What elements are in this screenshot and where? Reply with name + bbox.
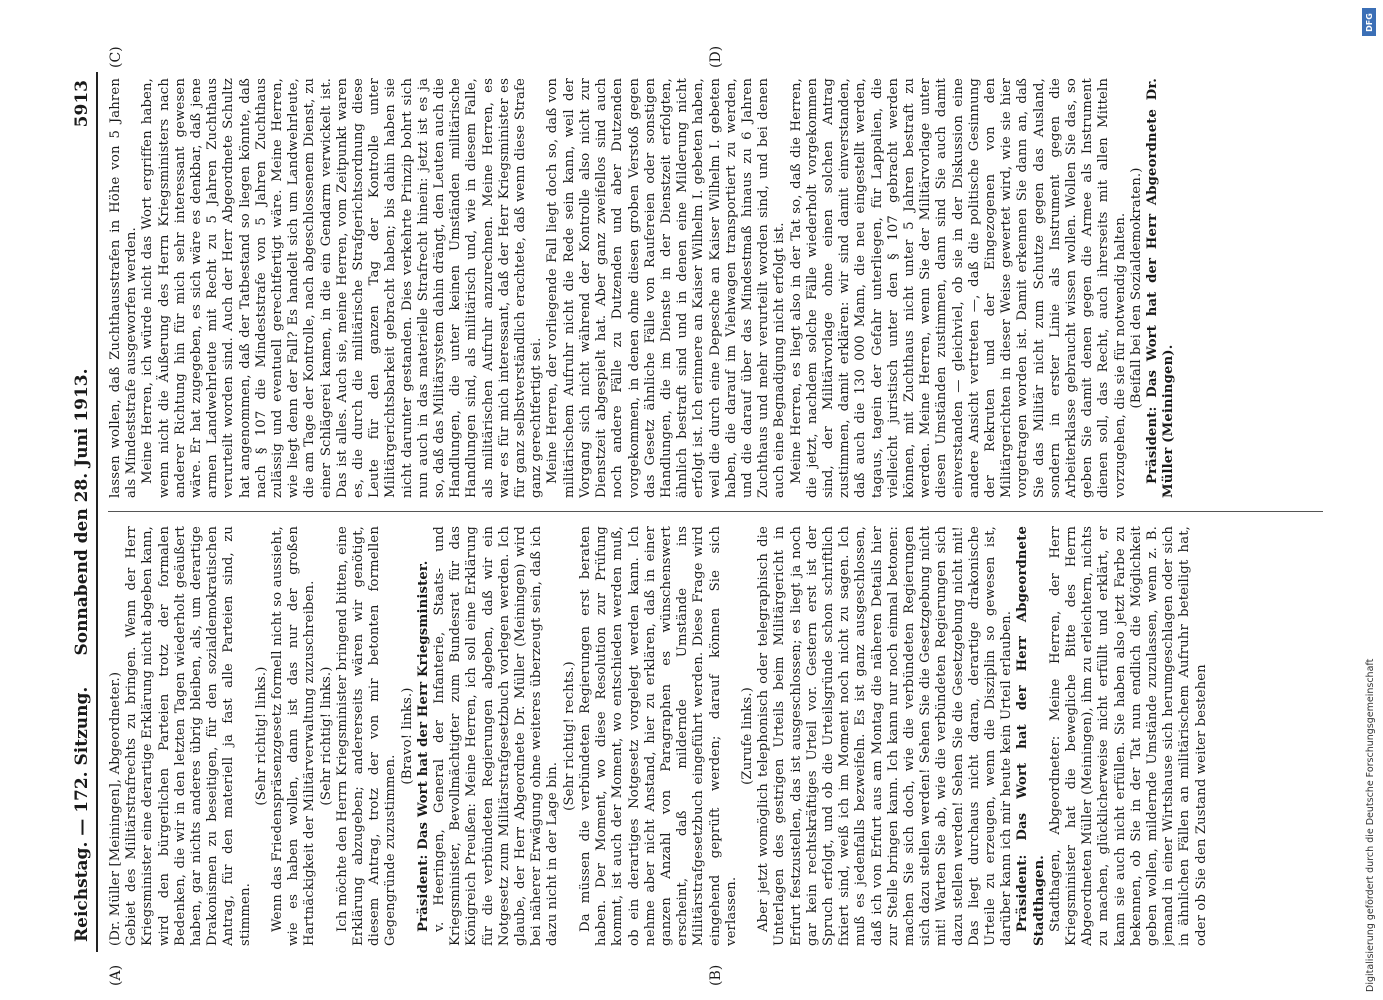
header-date: Sonnabend den 28. Juni 1913. — [72, 368, 92, 656]
paragraph: lassen wollen, daß Zuchthausstrafen in Höhe von 5 Jahren als Mindeststrafe ausgeworfen werden. — [108, 78, 140, 498]
margin-marker-b: (B) — [708, 964, 724, 986]
president-statement: Präsident: Das Wort hat der Herr Kriegsminister. — [415, 560, 431, 932]
dfg-logo: DFG — [1362, 8, 1376, 36]
paragraph: Gebiet des Militärstrafrechts zu bringen. Wenn der Herr Kriegsminister eine derartige Erklärung nicht abgeben kann, wird den bürgerlichen Parteien trotz der formalen Bedenken, die wir in den letzten Tagen wiederholt geäußert haben, gar nichts anderes übrig bleiben, als, um derartige Drakonismen zu beseitigen, für den sozialdemokratischen Antrag, für den materiell ja fast alle Parteien sind, zu stimmen. — [124, 526, 253, 946]
right-column — [108, 78, 1323, 498]
interjection-note: (Zurufe links.) — [739, 687, 755, 785]
applause-note: (Sehr richtig! links.) — [318, 666, 334, 806]
paragraph: Wenn das Friedenspräsenzgesetz formell nicht so aussieht, wie es haben wollen, dann ist das nur der großen Hartnäckigkeit der Militärverwaltung zuzuschreiben. — [270, 526, 318, 946]
paragraph: Aber jetzt womöglich telephonisch oder telegraphisch die Unterlagen des gestrigen Urteils beim Militärgericht in Erfurt festzustellen, das ist ausgeschlossen; es liegt ja noch gar kein rechtskräftiges Urteil vor. Gestern erst ist der Spruch erfolgt, und ob die Urteilsgründe schon schriftlich fixiert sind, weiß ich im Moment noch nicht zu sagen. Ich muß es jedenfalls bezweifeln. Es ist ganz ausgeschlossen, daß ich von Erfurt aus am Montag die näheren Details hier zur Stelle bringen kann. Ich kann nur noch einmal betonen: machen Sie sich doch, wie die verbündeten Regierungen sich dazu stellen werden! Sehen Sie die Gesetzgebung nicht mit! Warten Sie ab, wie die verbündeten Regierungen sich dazu stellen werden! Sehen Sie die Gesetzgebung nicht mit! Das liegt durchaus nicht daran, derartige drakonische Urteile zu erzeugen, wenn die Disziplin so gewesen ist, darüber kann ich mir heute kein Urteil erlauben. — [756, 526, 1015, 946]
margin-marker-c: (C) — [108, 46, 124, 68]
page-header — [68, 72, 98, 952]
paragraph: Meine Herren, der vorliegende Fall liegt doch so, daß von militärischem Aufruhr nicht die Rede sein kann, weil der Vorgang sich nicht während der Kontrolle also nicht zur Dienstzeit abgespielt hat. Aber ganz zweifellos sind auch noch andere Fälle zu Dutzenden und aber Dutzenden vorgekommen, in denen ohne diesen groben Verstoß gegen das Gesetz ähnliche Fälle von Raufereien oder sonstigen Handlungen, die im Dienste in der Dienstzeit erfolgten, ähnlich bestraft sind und in denen eine Milderung nicht erfolgt ist. Ich erinnere an Kaiser Wilhelm I. gebeten haben, weil die durch eine Depesche an Kaiser Wilhelm I. gebeten haben, die darauf im Viehwagen transportiert zu werden, und die darauf über das Mindestmaß hinaus zu 6 Jahren Zuchthaus und mehr verurteilt worden sind, und bei denen auch eine Begnadigung nicht erfolgt ist. — [545, 78, 788, 498]
rotated-page — [68, 45, 1328, 986]
president-statement: Präsident: Das Wort hat der Herr Abgeordnete Dr. Müller (Meiningen). — [1145, 78, 1177, 498]
applause-note: (Bravo! links.) — [399, 687, 415, 785]
page-number: 5913 — [72, 80, 92, 128]
digitization-credit: Digitalisierung gefördert durch die Deutsche Forschungsgemeinschaft — [1365, 658, 1376, 992]
applause-note: (Sehr richtig! rechts.) — [561, 661, 577, 811]
left-column — [108, 526, 1323, 946]
applause-note: (Sehr richtig! links.) — [253, 666, 269, 806]
president-statement: Präsident: Das Wort hat der Herr Abgeordnete Stadthagen. — [1015, 526, 1047, 946]
applause-note: (Beifall bei den Sozialdemokraten.) — [1128, 167, 1144, 409]
speaker-tag: (Dr. Müller [Meiningen], Abgeordneter.) — [108, 671, 123, 946]
paragraph: Meine Herren, ich würde nicht das Wort ergriffen haben, wenn nicht die Äußerung des Herrn Kriegsministers nach anderer Richtung hin für mich sehr interessant gewesen wäre. Er hat zugegeben, es sich wäre es denkbar, daß jene armen Landwehrleute mit Recht zu 5 Jahren Zuchthaus verurteilt worden sind. Auch der Herr Abgeordnete Schultz hat angenommen, daß der Tatbestand so liegen könnte, daß nach § 107 die Mindeststrafe von 5 Jahren Zuchthaus zulässig und eventuell gerechtfertigt wäre. Meine Herren, wie liegt denn der Fall? Es handelt sich um Landwehrleute, die am Tage der Kontrolle, nach abgeschlossenem Dienst, zu einer Schlägerei kamen, in die ein Gendarm verwickelt ist. Das ist alles. Auch sie, meine Herren, vom Zeitpunkt waren es, die durch die militärische Strafgerichtsordnung diese Leute für den ganzen Tag der Kontrolle unter Militärgerichtsbarkeit gebracht haben; bis dahin haben sie nicht darunter gestanden. Dies verkehrte Prinzip bohrt sich nun auch in das materielle Strafrecht hinein: jetzt ist es ja so, daß das Militärsystem dahin drängt, den Leuten auch die Handlungen, die unter keinen Umständen militärische Handlungen sind, als militärisch und, wie in diesem Falle, als militärischen Aufruhr anzurechnen. Meine Herren, es war es für mich interessant, daß der Herr Kriegsminister es für ganz selbstverständlich erachtete, daß wenn diese Strafe ganz gerechtfertigt sei. — [140, 78, 545, 498]
margin-marker-a: (A) — [108, 964, 124, 986]
column-divider — [108, 511, 1323, 512]
paragraph: Da müssen die verbündeten Regierungen erst beraten haben. Der Moment, wo diese Resolution zur Prüfung kommt, ist auch der Moment, wo entschieden werden muß, ob ein derartiges Notgesetz vorgelegt werden kann. Ich nehme aber nicht Anstand, hier zu erklären, daß in einer ganzen Anzahl von Paragraphen es wünschenswert erscheint, daß mildernde Umstände ins Militärstrafgesetzbuch eingeführt werden. Diese Frage wird eingehend geprüft werden; darauf können Sie sich verlassen. — [577, 526, 739, 946]
minister-speech: v. Heeringen, General der Infanterie, Staats- und Kriegsminister, Bevollmächtigter zum Bundesrat für das Königreich Preußen: Meine Herren, ich soll eine Erklärung für die verbündeten Regierungen abgeben, daß wir ein Notgesetz zum Militärstrafgesetzbuch vorlegen werden. Ich glaube, der Herr Abgeordnete Dr. Müller (Meiningen) wird bei näherer Erwägung ohne weiteres überzeugt sein, daß ich dazu nicht in der Lage bin. — [432, 526, 561, 946]
paragraph: Ich möchte den Herrn Kriegsminister bringend bitten, eine Erklärung abzugeben; andererseits wären wir genötigt, diesem Antrag, trotz der von mir betonten formellen Gegengründe zuzustimmen. — [334, 526, 399, 946]
margin-marker-d: (D) — [708, 45, 724, 68]
paragraph: Meine Herren, es liegt also in der Tat so, daß die Herren, die jetzt, nachdem solche Fälle wiederholt vorgekommen sind, der Militärvorlage ohne einen solchen Antrag zustimmen, damit erklären: wir sind damit einverstanden, daß auch die 130 000 Mann, die neu eingestellt werden, tagaus, tagein der Gefahr unterliegen, für Lappalien, die vielleicht juristisch unter den § 107 gebracht werden können, mit Zuchthaus nicht unter 5 Jahren bestraft zu werden. Meine Herren, wenn Sie der Militärvorlage unter diesen Umständen zustimmen, dann sind Sie auch damit einverstanden — gleichviel, ob sie in der Diskussion eine andere Ansicht vertreten —, daß die politische Gesinnung der Rekruten und der Eingezogenen von den Militärgerichten in dieser Weise gewertet wird, wie sie hier vorgetragen worden ist. Damit erkennen Sie dann an, daß Sie das Militär nicht zum Schutze gegen das Ausland, sondern in erster Linie als Instrument gegen die Arbeiterklasse gebraucht wissen wollen. Wollen Sie das, so geben Sie damit denen gegen die Armee als Instrument dienen soll, das Recht, auch ihrerseits mit allen Mitteln vorzugehen, die sie für notwendig halten. — [788, 78, 1128, 498]
stadthagen-speech: Stadthagen, Abgeordneter: Meine Herren, der Herr Kriegsminister hat die bewegliche Bitte des Herrn Abgeordneten Müller (Meiningen), ihm zu erleichtern, nichts zu machen, glücklicherweise nicht erfüllt und erklärt, er kann sie auch nicht erfüllen. Sie haben also jetzt Farbe zu bekennen, ob Sie in der Tat nun endlich die Möglichkeit geben wollen, mildernde Umstände zuzulassen, wenn z. B. jemand in einer Wirtshause sich herumgeschlagen oder sich in ähnlichen Fällen an militärischem Aufruhr beteiligt hat, oder ob Sie den Zustand weiter bestehen — [1047, 526, 1209, 946]
header-left: Reichstag. — 172. Sitzung. — [72, 686, 92, 942]
